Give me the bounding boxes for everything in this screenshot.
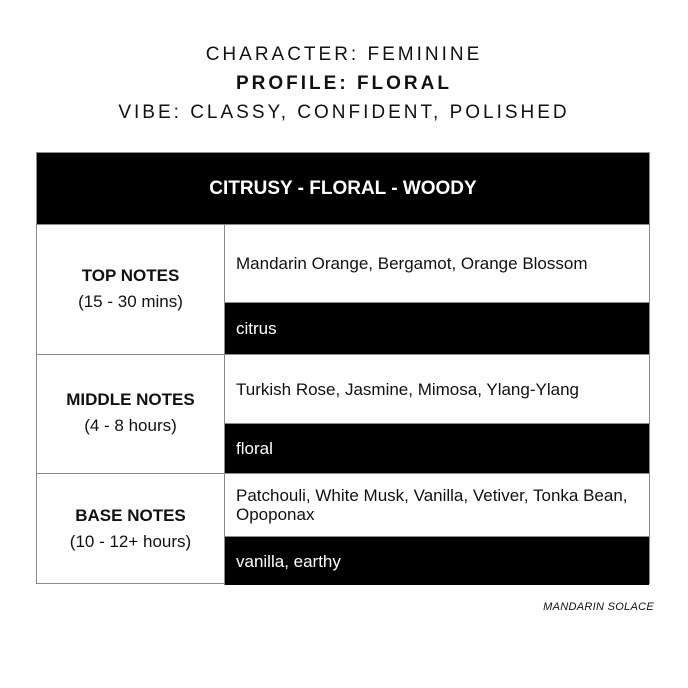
- notes-label-cell: [37, 474, 225, 585]
- note-tier-duration: (10 - 12+ hours): [69, 531, 192, 551]
- notes-table: [36, 152, 650, 584]
- note-tier-duration: (4 - 8 hours): [84, 416, 177, 435]
- profile-line: PROFILE: FLORAL: [236, 73, 452, 94]
- notes-row-top: [37, 225, 649, 354]
- note-accord: floral: [225, 424, 649, 473]
- notes-label-cell: [37, 225, 225, 354]
- fragrance-header: [0, 40, 688, 127]
- note-ingredients: Patchouli, White Musk, Vanilla, Vetiver, Tonka Bean, Opoponax: [225, 474, 649, 537]
- notes-row-middle: [37, 354, 649, 473]
- note-accord: citrus: [225, 303, 649, 354]
- notes-table-title: CITRUSY - FLORAL - WOODY: [37, 153, 649, 225]
- note-accord: vanilla, earthy: [225, 537, 649, 585]
- brand-name: MANDARIN SOLACE: [543, 601, 654, 613]
- character-line: CHARACTER: FEMININE: [205, 44, 483, 65]
- note-ingredients: Mandarin Orange, Bergamot, Orange Blossom: [225, 225, 649, 303]
- note-ingredients: Turkish Rose, Jasmine, Mimosa, Ylang-Ylang: [225, 355, 649, 424]
- note-tier-duration: (15 - 30 mins): [78, 291, 183, 311]
- note-tier-name: BASE NOTES: [75, 505, 186, 525]
- notes-label-cell: [37, 355, 225, 473]
- note-tier-name: TOP NOTES: [81, 265, 180, 285]
- note-tier-name: MIDDLE NOTES: [66, 390, 195, 409]
- vibe-line: VIBE: CLASSY, CONFIDENT, POLISHED: [118, 102, 570, 123]
- notes-row-base: [37, 473, 649, 585]
